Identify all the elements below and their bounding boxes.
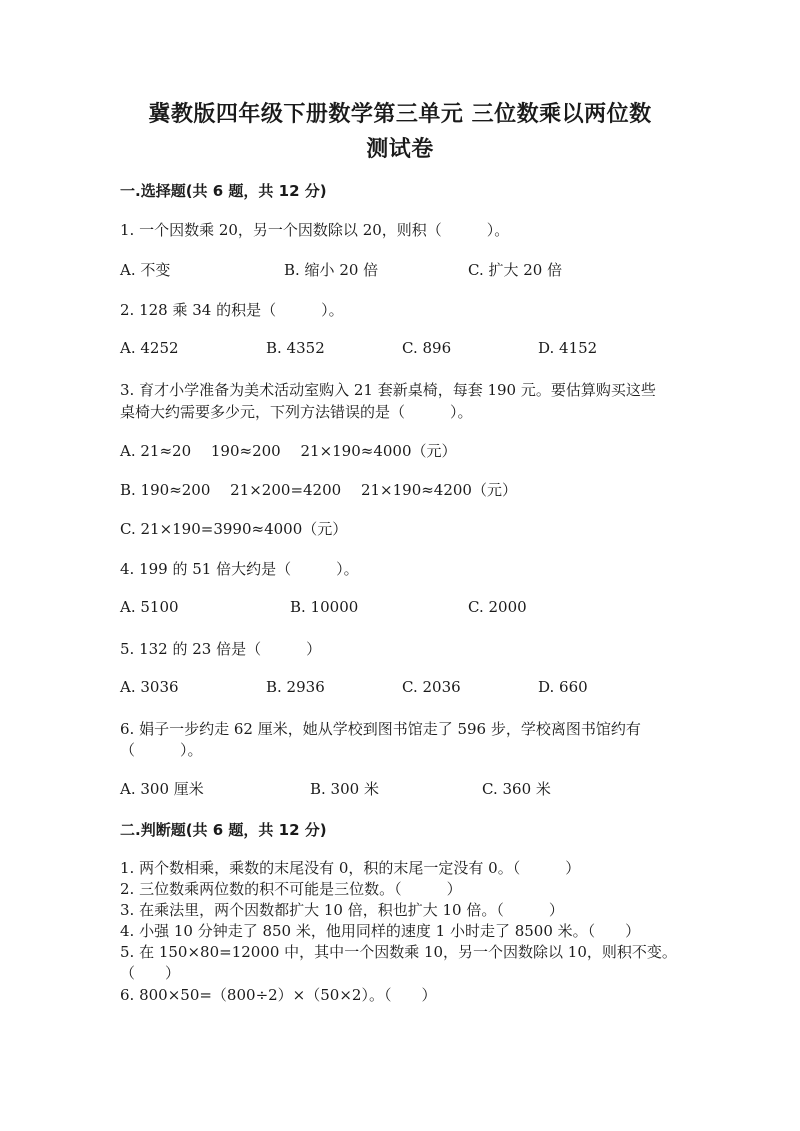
- judgment-item-3: 3. 在乘法里，两个因数都扩大 10 倍，积也扩大 10 倍。（ ）: [120, 901, 564, 919]
- section-heading-judgment: 二.判断题(共 6 题，共 12 分): [120, 821, 327, 839]
- judgment-item-4: 4. 小强 10 分钟走了 850 米，他用同样的速度 1 小时走了 8500 米。（ ）: [120, 922, 641, 940]
- question-4-option-a: A. 5100: [120, 598, 179, 616]
- question-1-option-a: A. 不变: [120, 261, 171, 279]
- question-5-option-d: D. 660: [538, 678, 588, 696]
- question-4-option-c: C. 2000: [468, 598, 527, 616]
- question-1-option-b: B. 缩小 20 倍: [284, 261, 379, 279]
- section-heading-choice: 一.选择题(共 6 题，共 12 分): [120, 182, 327, 200]
- question-4: 4. 199 的 51 倍大约是（ ）。: [120, 560, 359, 578]
- question-3-option-a: A. 21≈20 190≈200 21×190≈4000（元）: [120, 442, 457, 460]
- question-6: 6. 娟子一步约走 62 厘米，她从学校到图书馆走了 596 步，学校离图书馆约有: [120, 720, 641, 738]
- question-2-option-c: C. 896: [402, 339, 452, 357]
- judgment-item-1: 1. 两个数相乘，乘数的末尾没有 0，积的末尾一定没有 0。（ ）: [120, 859, 581, 877]
- judgment-item-2: 2. 三位数乘两位数的积不可能是三位数。（ ）: [120, 880, 462, 898]
- question-6-option-a: A. 300 厘米: [120, 780, 204, 798]
- question-5-option-b: B. 2936: [266, 678, 325, 696]
- question-3-continued: 桌椅大约需要多少元，下列方法错误的是（ ）。: [120, 403, 473, 421]
- question-3-option-b: B. 190≈200 21×200=4200 21×190≈4200（元）: [120, 481, 517, 499]
- question-4-option-b: B. 10000: [290, 598, 359, 616]
- question-2-option-d: D. 4152: [538, 339, 598, 357]
- judgment-item-6: 6. 800×50=（800÷2）×（50×2）。（ ）: [120, 986, 437, 1004]
- question-5-option-c: C. 2036: [402, 678, 461, 696]
- question-1: 1. 一个因数乘 20，另一个因数除以 20，则积（ ）。: [120, 221, 510, 239]
- question-6-option-b: B. 300 米: [310, 780, 379, 798]
- question-2-option-a: A. 4252: [120, 339, 179, 357]
- question-6-option-c: C. 360 米: [482, 780, 551, 798]
- question-3: 3. 育才小学准备为美术活动室购入 21 套新桌椅，每套 190 元。要估算购买这些: [120, 381, 656, 399]
- page-title-continued: 测试卷: [366, 136, 434, 162]
- judgment-item-5: 5. 在 150×80=12000 中，其中一个因数乘 10，另一个因数除以 10，则积不变。: [120, 943, 677, 961]
- question-2: 2. 128 乘 34 的积是（ ）。: [120, 301, 344, 319]
- question-5-option-a: A. 3036: [120, 678, 179, 696]
- question-3-option-c: C. 21×190=3990≈4000（元）: [120, 520, 348, 538]
- question-5: 5. 132 的 23 倍是（ ）: [120, 640, 322, 658]
- question-6-continued: （ ）。: [120, 741, 203, 759]
- question-1-option-c: C. 扩大 20 倍: [468, 261, 563, 279]
- question-2-option-b: B. 4352: [266, 339, 325, 357]
- page-title: 冀教版四年级下册数学第三单元 三位数乘以两位数: [148, 101, 652, 127]
- judgment-item-5-continued: （ ）: [120, 964, 181, 982]
